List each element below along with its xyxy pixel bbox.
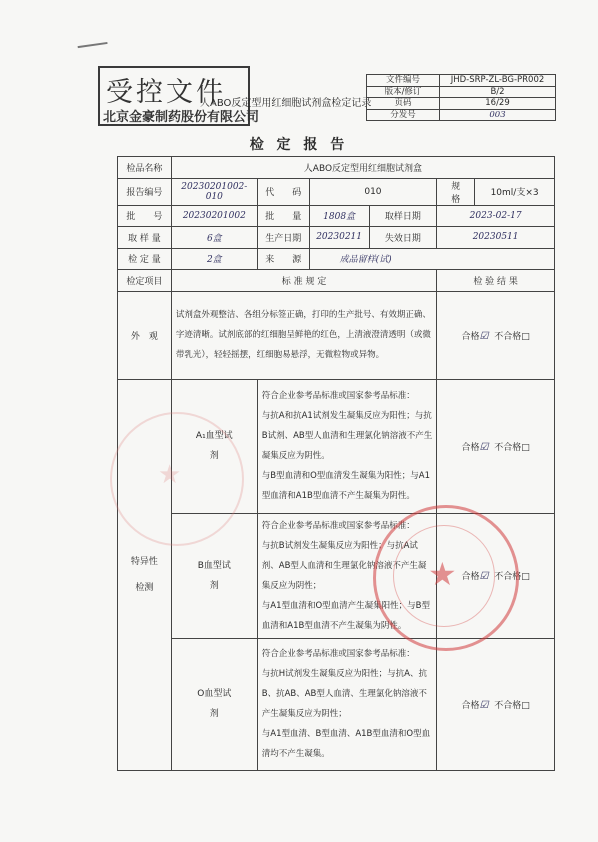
expiry-label: 失效日期 — [369, 227, 437, 249]
product-row — [118, 157, 555, 179]
info-value: 16/29 — [440, 98, 556, 110]
test-qty-value: 2盒 — [171, 248, 257, 270]
expiry-value: 20230511 — [437, 227, 555, 249]
appearance-result — [437, 291, 555, 379]
report-no-label: 报告编号 — [118, 178, 172, 205]
standard-line: 与抗A和抗A1试剂发生凝集反应为阳性；与抗B试剂、AB型人血清和生理氯化钠溶液不产生凝集反应为阴性。 — [261, 411, 433, 461]
empty-box-icon: □ — [521, 572, 530, 582]
seal-star-icon: ★ — [428, 555, 457, 593]
pass-label: 合格 — [461, 572, 480, 582]
o-cell-item-text: O血型试剂 — [197, 689, 232, 719]
a-cell-result — [437, 379, 555, 513]
info-label: 页码 — [367, 98, 440, 110]
standard-line: 符合企业参考品标准或国家参考品标准： — [261, 649, 415, 659]
standard-line: 符合企业参考品标准或国家参考品标准： — [261, 391, 415, 401]
a-cell-item-text: A₁血型试剂 — [195, 431, 233, 461]
code-label: 代 码 — [257, 178, 309, 205]
document-title: 人ABO反定型用红细胞试剂盒检定记录 — [200, 98, 372, 109]
empty-box-icon: □ — [521, 331, 530, 342]
sample-qty-row — [118, 227, 555, 249]
appearance-item: 外 观 — [118, 291, 172, 379]
column-result: 检 验 结 果 — [437, 270, 555, 292]
info-label: 文件编号 — [367, 75, 440, 87]
o-cell-row — [118, 638, 555, 770]
appearance-row — [118, 291, 555, 379]
empty-box-icon: □ — [521, 700, 530, 711]
fail-label: 不合格 — [494, 572, 522, 582]
product-label: 检品名称 — [118, 157, 172, 179]
checked-box-icon: ☑ — [479, 441, 489, 453]
info-value: JHD-SRP-ZL-BG-PR002 — [440, 75, 556, 87]
standard-line: 符合企业参考品标准或国家参考品标准： — [261, 520, 415, 531]
standard-line: 与抗H试剂发生凝集反应为阳性；与抗A、抗B、抗AB、AB型人血清、生理氯化钠溶液不产生凝集反应为阴性； — [261, 669, 427, 719]
sample-qty-value: 6盒 — [171, 227, 257, 249]
pass-label: 合格 — [461, 331, 480, 342]
spec-value: 10ml/支×3 — [475, 178, 555, 205]
column-header-row — [118, 270, 555, 292]
appearance-standard: 试剂盒外观整洁、各组分标签正确，打印的生产批号、有效期正确、字迹清晰。试剂底部的红细胞呈鲜艳的红色，上清液澄清透明（或微带乳光），轻轻摇摆，红细胞易悬浮，无微粒物或异物。 — [171, 291, 436, 379]
pass-label: 合格 — [461, 700, 480, 711]
checked-box-icon: ☑ — [479, 571, 489, 582]
standard-line: 与抗B试剂发生凝集反应为阳性；与抗A试剂、AB型人血清和生理氯化钠溶液不产生凝集反应为阴性； — [261, 540, 427, 591]
source-value: 成品留样(试) — [309, 248, 554, 270]
report-no-value: 20230201002-010 — [171, 178, 257, 205]
sample-date-label: 取样日期 — [369, 205, 437, 227]
prod-date-value: 20230211 — [309, 227, 369, 249]
b-cell-item-text: B血型试剂 — [197, 560, 231, 591]
report-no-row — [118, 178, 555, 205]
info-value: 003 — [440, 109, 556, 121]
info-label: 版本/修订 — [367, 86, 440, 98]
code-value: 010 — [309, 178, 437, 205]
info-label: 分发号 — [367, 109, 440, 121]
standard-line: 与A1型血清和O型血清产生凝集阳性；与B型血清和A1B型血清不产生凝集为阴性。 — [261, 600, 431, 631]
info-row — [367, 75, 556, 87]
report-heading: 检 定 报 告 — [249, 137, 349, 153]
column-item: 检定项目 — [118, 270, 172, 292]
info-row — [367, 86, 556, 98]
batch-qty-value: 1808盒 — [309, 205, 369, 227]
o-cell-result — [437, 638, 555, 770]
specificity-text: 特异性检测 — [130, 556, 158, 593]
spec-label: 规 格 — [437, 178, 475, 205]
column-standard: 标 准 规 定 — [171, 270, 436, 292]
sample-qty-label: 取 样 量 — [118, 227, 172, 249]
stamp-company-text: 北京金豪制药股份有限公司 — [103, 110, 260, 125]
o-cell-standard — [257, 638, 436, 770]
fail-label: 不合格 — [494, 331, 522, 342]
checked-box-icon: ☑ — [479, 699, 489, 711]
o-cell-item — [171, 638, 257, 770]
info-value: B/2 — [440, 86, 556, 98]
source-label: 来 源 — [257, 248, 309, 270]
stamp-main-text: 受控文件 — [106, 77, 226, 108]
product-value: 人ABO反定型用红细胞试剂盒 — [171, 157, 554, 179]
info-row — [367, 109, 556, 121]
info-row — [367, 98, 556, 110]
empty-box-icon: □ — [521, 442, 530, 453]
test-qty-label: 检 定 量 — [118, 248, 172, 270]
checked-box-icon: ☑ — [479, 330, 489, 342]
standard-line: 与B型血清和O型血清发生凝集为阳性；与A1型血清和A1B型血清不产生凝集为阴性。 — [261, 471, 431, 501]
standard-line: 与A1型血清、B型血清、A1B型血清和O型血清均不产生凝集。 — [261, 729, 431, 759]
prod-date-label: 生产日期 — [257, 227, 309, 249]
document-info-table — [366, 74, 556, 121]
batch-row — [118, 205, 555, 227]
pass-label: 合格 — [461, 442, 480, 453]
batch-qty-label: 批 量 — [257, 205, 309, 227]
fail-label: 不合格 — [494, 700, 522, 711]
fail-label: 不合格 — [494, 442, 522, 453]
faint-seal-star-icon: ★ — [158, 460, 182, 490]
test-qty-row — [118, 248, 555, 270]
batch-label: 批 号 — [118, 205, 172, 227]
pen-mark — [78, 42, 109, 54]
sample-date-value: 2023-02-17 — [437, 205, 555, 227]
batch-value: 20230201002 — [171, 205, 257, 227]
a-cell-standard — [257, 379, 436, 513]
